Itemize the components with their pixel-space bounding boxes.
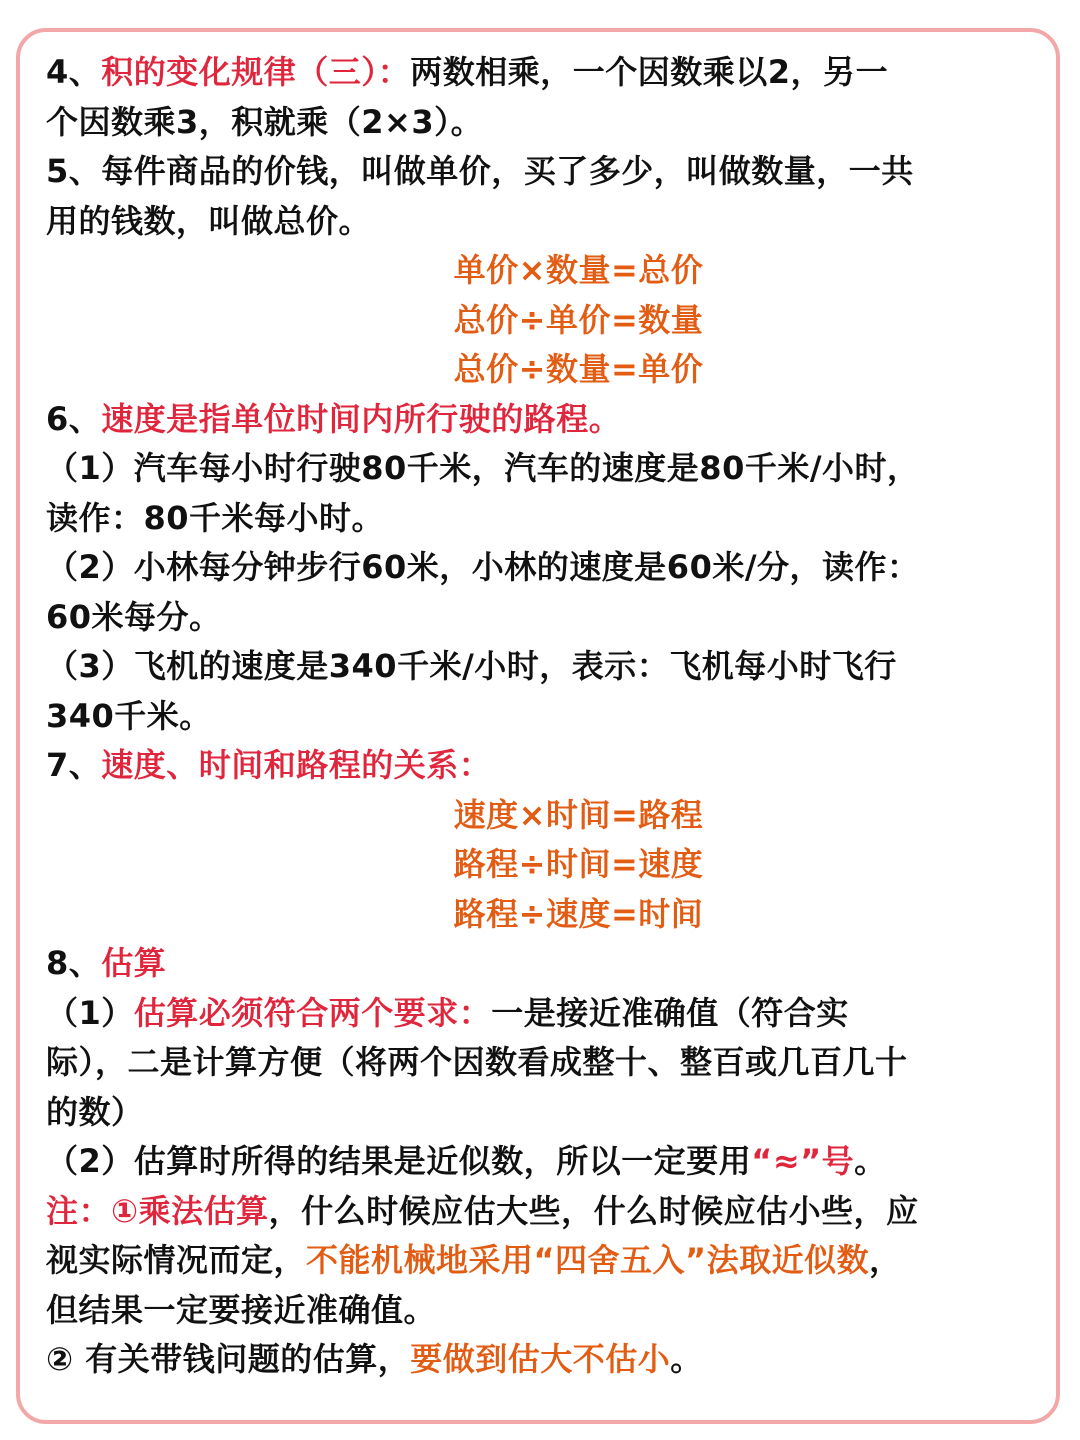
body-text: 视实际情况而定， bbox=[46, 1241, 307, 1279]
highlight-text: 要做到估大不估小 bbox=[410, 1340, 671, 1378]
highlight-text: 不能机械地采用“四舍五入”法取近似数 bbox=[306, 1241, 870, 1279]
section-6-line-2: （1）汽车每小时行驶80千米，汽车的速度是80千米/小时， bbox=[46, 449, 920, 487]
section-number: 6、 bbox=[46, 399, 102, 438]
section-8-line-5 bbox=[46, 1137, 1031, 1187]
section-heading: 速度、时间和路程的关系： bbox=[101, 746, 492, 784]
section-8-line-3: 际），二是计算方便（将两个因数看成整十、整百或几百几十 bbox=[46, 1043, 908, 1081]
item-number: （1） bbox=[46, 993, 134, 1032]
body-text: 。 bbox=[670, 1340, 703, 1378]
section-5-line-2: 用的钱数，叫做总价。 bbox=[46, 201, 372, 240]
body-text: （2）估算时所得的结果是近似数，所以一定要用 bbox=[46, 1142, 752, 1180]
section-4-line-2: 个因数乘3，积就乘（2×3）。 bbox=[46, 102, 484, 141]
section-6-line-3: 读作：80千米每小时。 bbox=[46, 498, 385, 537]
section-8-line-7 bbox=[46, 1236, 1031, 1286]
formula: 单价×数量=总价 bbox=[453, 251, 704, 289]
formula: 总价÷数量=单价 bbox=[453, 350, 704, 388]
body-text: ， bbox=[869, 1241, 902, 1279]
body-text: 。 bbox=[854, 1142, 887, 1180]
body-text: 一是接近准确值（符合实 bbox=[491, 993, 849, 1032]
section-6-line-6: （3）飞机的速度是340千米/小时，表示：飞机每小时飞行 bbox=[46, 647, 897, 685]
body-text: ② 有关带钱问题的估算， bbox=[46, 1340, 411, 1378]
section-5-line-1: 5、每件商品的价钱，叫做单价，买了多少，叫做数量，一共 bbox=[46, 152, 914, 190]
note-heading: 注：①乘法估算 bbox=[46, 1191, 269, 1230]
notes-content bbox=[46, 48, 1031, 1385]
section-6-line-5: 60米每分。 bbox=[46, 597, 222, 636]
approx-sign-highlight: “≈”号 bbox=[751, 1142, 855, 1180]
section-7-line-1 bbox=[46, 741, 1031, 791]
formula: 路程÷时间=速度 bbox=[453, 845, 704, 883]
section-6-line-7: 340千米。 bbox=[46, 696, 212, 735]
section-8-line-9 bbox=[46, 1335, 1031, 1385]
section-4-line-1 bbox=[46, 48, 1031, 98]
section-heading: 估算 bbox=[101, 944, 167, 982]
section-8-line-2 bbox=[46, 989, 1031, 1039]
section-heading: 积的变化规律（三）： bbox=[101, 53, 411, 91]
section-6-line-1 bbox=[46, 395, 1031, 445]
body-text: ，什么时候应估大些，什么时候应估小些，应 bbox=[268, 1191, 919, 1230]
section-heading: 速度是指单位时间内所行驶的路程。 bbox=[101, 399, 622, 438]
section-8-line-6 bbox=[46, 1187, 1031, 1237]
section-number: 8、 bbox=[46, 944, 102, 982]
section-8-line-4: 的数） bbox=[46, 1092, 144, 1131]
section-number: 4、 bbox=[46, 53, 102, 91]
section-8-line-8: 但结果一定要接近准确值。 bbox=[46, 1290, 437, 1329]
body-text: 两数相乘，一个因数乘以2，另一 bbox=[410, 53, 889, 91]
item-heading: 估算必须符合两个要求： bbox=[133, 993, 492, 1032]
section-8-line-1 bbox=[46, 939, 1031, 989]
formula: 总价÷单价=数量 bbox=[453, 300, 704, 339]
section-number: 7、 bbox=[46, 746, 102, 784]
section-6-line-4: （2）小林每分钟步行60米，小林的速度是60米/分，读作： bbox=[46, 548, 920, 586]
formula: 路程÷速度=时间 bbox=[453, 894, 704, 933]
formula: 速度×时间=路程 bbox=[453, 795, 704, 834]
